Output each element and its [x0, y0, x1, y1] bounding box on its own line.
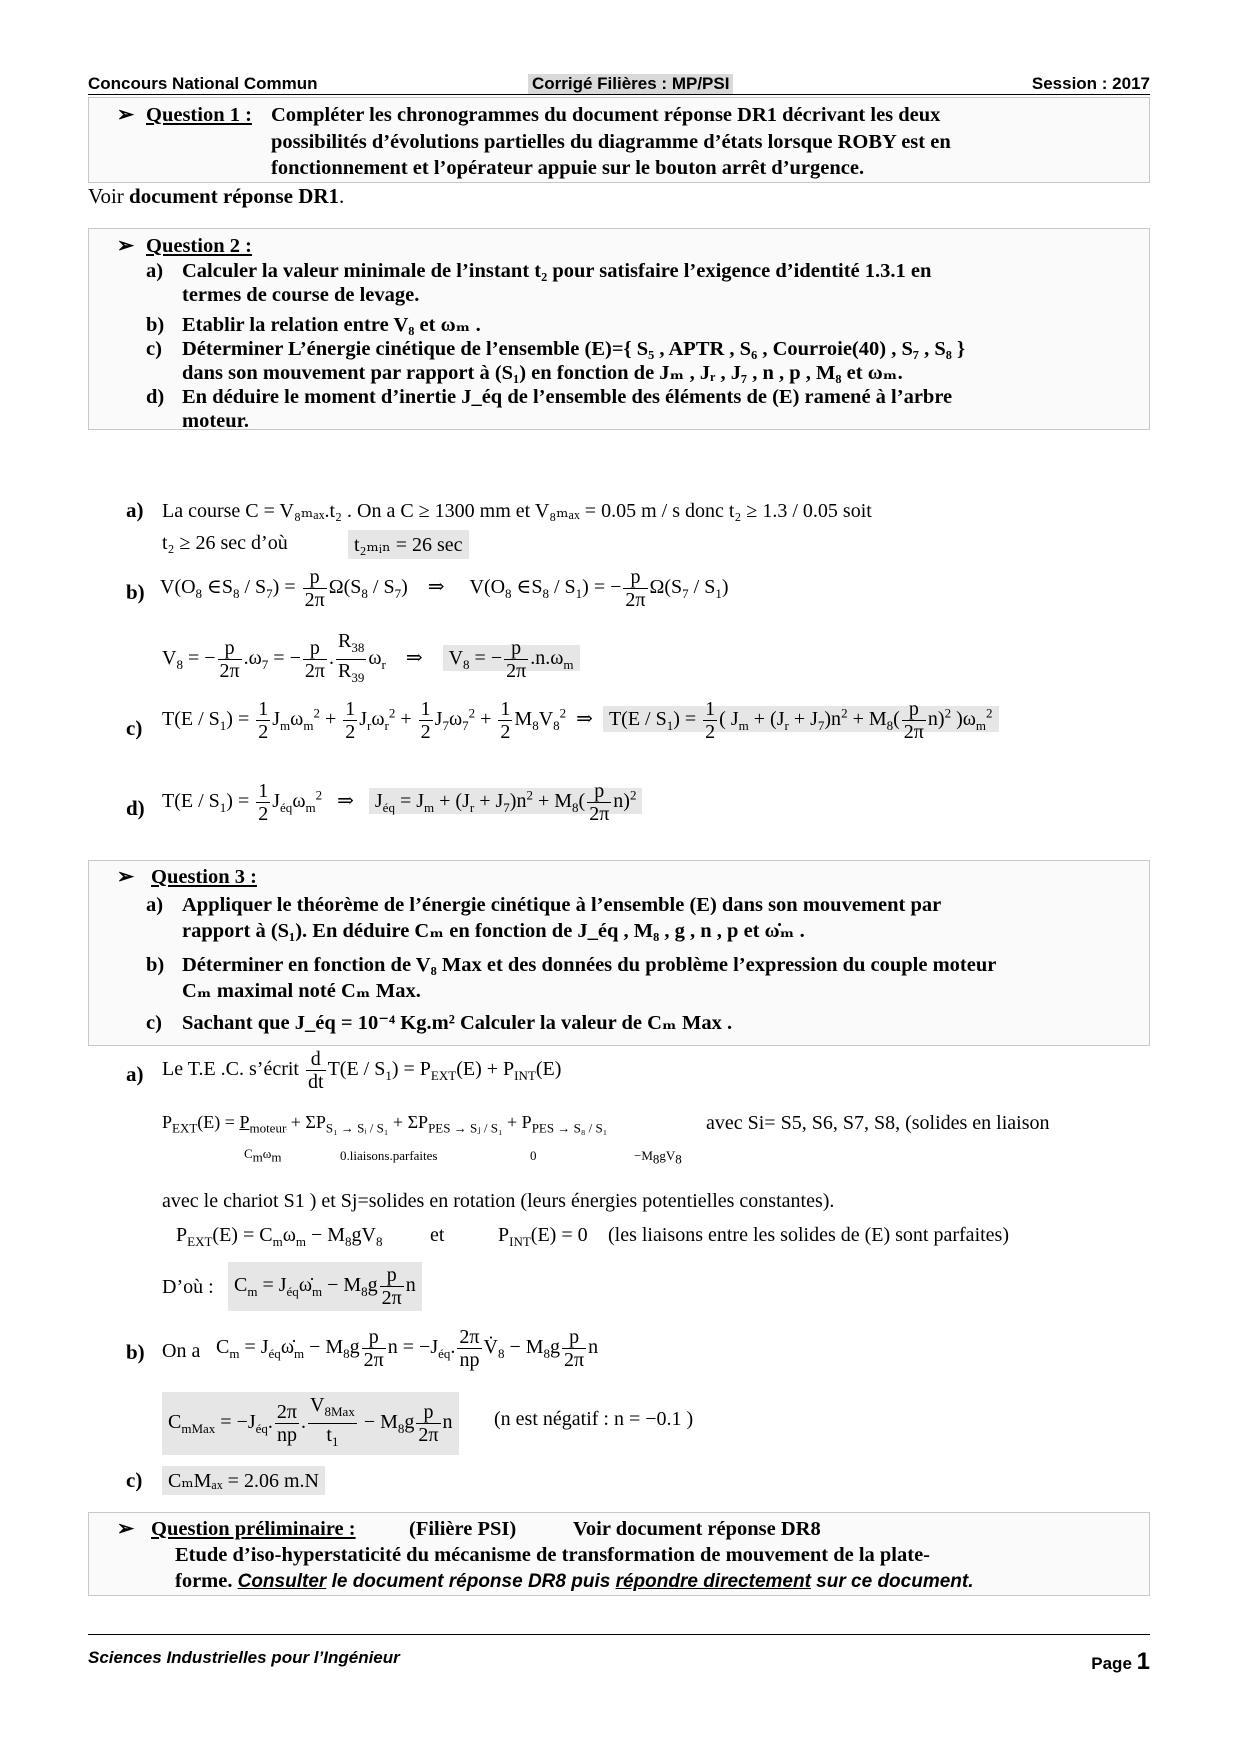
answer-1-ref: document réponse DR1: [129, 184, 340, 208]
answer-2b-velocity-equation: $V(O_8$ $\in S_8 / S_7$) = $\frac{p}{2\pi}$ $\Omega(S_8 / S_7)$ ⇒ $V(O_8$ $\in S_8 / S_1$) = − $\frac{p}{2\pi}$ $\Omega(S_7 / S_1)$: [160, 566, 729, 611]
answer-1-suffix: .: [339, 184, 345, 208]
answer-2a-label: a): [126, 498, 144, 522]
answer-3c-label: c): [126, 1468, 143, 1492]
answer-3a-intro: Le T.E .C. s’écrit: [162, 1058, 299, 1081]
qp-line2-mid: le document réponse DR8 puis: [326, 1571, 616, 1592]
arrow-bullet-icon: ➢: [117, 104, 135, 126]
answer-3a-tec: Le T.E .C. s’écrit $\frac{d}{dt}$ $T(E / S_1) = P_{EXT}(E) + P_{INT}(E)$: [162, 1048, 562, 1093]
question-preliminaire-filiere: (Filière PSI): [409, 1518, 517, 1540]
footer-page-label: Page: [1091, 1654, 1132, 1673]
question-1-line2: possibilités d’évolutions partielles du diagramme d’états lorsque ROBY est en: [271, 131, 951, 153]
question-3-label: Question 3 :: [151, 866, 257, 888]
question-preliminaire-label: Question préliminaire :: [151, 1518, 356, 1540]
qp-line2-end: sur ce document.: [810, 1571, 974, 1592]
question-2a-label: a): [146, 260, 164, 282]
question-3b-line2: Cₘ maximal noté Cₘ Max.: [182, 980, 421, 1002]
question-1-label: Question 1 :: [146, 104, 252, 126]
answer-3a-label: a): [126, 1062, 144, 1086]
answer-1-prefix: Voir: [88, 184, 130, 208]
answer-3a-power-values: $P_{EXT}(E) = C_m\omega_m - M_8gV_8$: [176, 1224, 383, 1249]
answer-2a-result: t₂ₘᵢₙ = 26 sec: [348, 530, 469, 559]
header-left: Concours National Commun: [88, 74, 318, 93]
answer-3a-pint: $P_{INT}(E) = 0$: [498, 1224, 588, 1249]
question-2b-line1: Etablir la relation entre V₈ et ωₘ .: [182, 314, 481, 336]
question-2c-line1: Déterminer L’énergie cinétique de l’ensemble (E)={ S₅ , APTR , S₆ , Courroie(40) , S₇ , S₈ }: [182, 338, 966, 360]
question-2-label: Question 2 :: [146, 235, 252, 257]
answer-2c-kinetic-energy: $T(E / S_1)$ = $\frac{1}{2}$ $J_m\omega_m^2$ + $\frac{1}{2}$ $J_r\omega_r^2$ + $\frac{1}{2}$ $J_7\omega_7^2$ + $\frac{1}{2}$ $M_8V_8^2$ ⇒ $T(E / S_1)$ = $\frac{1}{2}$ ( $J_m + (J_r + J_7)n^2 + M_8$( $\frac{p}{2\pi}$ n)$^2$ )$\omega_m^2$: [162, 698, 999, 743]
question-3-box: [88, 860, 1150, 1046]
answer-3a-et: et: [430, 1224, 445, 1246]
question-1-answer: [88, 184, 344, 209]
question-1-line3: fonctionnement et l’opérateur appuie sur le bouton arrêt d’urgence.: [271, 157, 865, 179]
answer-2a-line1: La course C = V₈ₘₐₓ.t₂ . On a C ≥ 1300 mm et V₈ₘₐₓ = 0.05 m / s donc t₂ ≥ 1.3 / 0.05 soit: [162, 500, 872, 522]
question-1-box: [88, 97, 1150, 183]
answer-2d-inertia: $T(E / S_1)$ = $\frac{1}{2}$ $J_{éq}\omega_m^2$ ⇒ $J_{éq} = J_m + (J_r + J_7)n^2 + M_8$( $\frac{p}{2\pi}$ n)$^2$: [162, 780, 642, 825]
question-3c-line1: Sachant que J_éq = 10⁻⁴ Kg.m² Calculer la valeur de Cₘ Max .: [182, 1012, 733, 1034]
question-preliminaire-box: [88, 1512, 1150, 1596]
question-2c-line2: dans son mouvement par rapport à (S₁) en fonction de Jₘ , Jᵣ , J₇ , n , p , M₈ et ωₘ.: [182, 362, 903, 384]
answer-2c-result: $T(E / S_1)$ = $\frac{1}{2}$ ( $J_m + (J_r + J_7)n^2 + M_8$( $\frac{p}{2\pi}$ n)$^2$ )$\omega_m^2$: [603, 706, 999, 732]
answer-3b-result: $C_{mMax} = -J_{éq}$. $\frac{2\pi}{np}$ . $\frac{V_{8Max}}{t_1}$ − $M_8g$ $\frac{p}{2\pi}$ n: [162, 1392, 459, 1455]
answer-3a-dou: D’où :: [162, 1276, 214, 1298]
question-2-box: [88, 228, 1150, 430]
arrow-bullet-icon: ➢: [117, 1518, 135, 1540]
answer-2b-v8-equation: $V_8$ = − $\frac{p}{2\pi}$ $.\omega_7$ = − $\frac{p}{2\pi}$ . $\frac{R_{38}}{R_{39}}$ $\omega_r$ ⇒ $V_8$ = − $\frac{p}{2\pi}$ $.n.\omega_m$: [162, 630, 580, 689]
header-rule: [88, 94, 1150, 95]
footer-page: [1091, 1648, 1150, 1676]
question-2a-line2: termes de course de levage.: [182, 284, 420, 306]
header-center: Corrigé Filières : MP/PSI: [528, 74, 733, 94]
header-right: Session : 2017: [1031, 74, 1150, 93]
answer-3c-result: CₘMₐₓ = 2.06 m.N: [162, 1466, 325, 1495]
question-2d-line1: En déduire le moment d’inertie J_éq de l’ensemble des éléments de (E) ramené à l’arbre: [182, 386, 953, 408]
answer-2d-label: d): [126, 796, 145, 820]
arrow-bullet-icon: ➢: [117, 235, 135, 257]
answer-2b-result: $V_8$ = − $\frac{p}{2\pi}$ $.n.\omega_m$: [443, 645, 580, 671]
answer-2d-result: $J_{éq} = J_m + (J_r + J_7)n^2 + M_8$( $\frac{p}{2\pi}$ n)$^2$: [369, 788, 643, 814]
question-3b-line1: Déterminer en fonction de V₈ Max et des données du problème l’expression du couple moteur: [182, 954, 997, 976]
question-preliminaire-voir: Voir document réponse DR8: [573, 1518, 821, 1540]
question-3a-line2: rapport à (S₁). En déduire Cₘ en fonction de J_éq , M₈ , g , n , p et ω̇ₘ .: [182, 920, 805, 942]
answer-3b-label: b): [126, 1340, 145, 1364]
question-3a-line1: Appliquer le théorème de l’énergie cinétique à l’ensemble (E) dans son mouvement par: [182, 894, 942, 916]
question-preliminaire-line2: [175, 1567, 974, 1596]
answer-3a-pext: $P_{EXT}(E) = P_{moteur} + \Sigma P_{S_1 \to Sᵢ / S_1} + \Sigma P_{PES \to Sⱼ / S_1} + P_{PES \to S_8 / S_1}$ $C_m\omega_m$ 0.liaisons.parfaites 0 $-M_8gV_8$: [162, 1112, 682, 1167]
qp-line2-forme: forme.: [175, 1570, 233, 1592]
footer-page-number: 1: [1136, 1648, 1150, 1675]
question-2b-label: b): [146, 314, 165, 336]
page-header: [88, 72, 1150, 94]
qp-line2-consulter: Consulter: [237, 1571, 327, 1592]
question-preliminaire-line1: Etude d’iso-hyperstaticité du mécanisme de transformation de mouvement de la plate-: [175, 1544, 931, 1566]
qp-line2-repondre: répondre directement: [615, 1571, 811, 1592]
answer-3a-pext-note: avec Si= S5, S6, S7, S8, (solides en liaison: [706, 1112, 1050, 1134]
question-2d-label: d): [146, 386, 165, 408]
question-2a-line1: Calculer la valeur minimale de l’instant t₂ pour satisfaire l’exigence d’identité 1.3.1 en: [182, 260, 932, 282]
answer-2a-line2: t₂ ≥ 26 sec d’où: [162, 532, 288, 554]
question-1-line1: Compléter les chronogrammes du document réponse DR1 décrivant les deux: [271, 104, 941, 126]
answer-3b-n-note: (n est négatif : n = −0.1 ): [494, 1408, 694, 1430]
answer-3a-result: $C_m$ = $J_{éq}\omegȧ_m - M_8g$ $\frac{p}{2\pi}$ n: [228, 1262, 422, 1311]
answer-3b-intro: On a: [162, 1340, 201, 1362]
answer-3b-equation: $C_m$ = $J_{éq}\omegȧ_m - M_8g$ $\frac{p}{2\pi}$ $n = -J_{éq}$. $\frac{2\pi}{np}$ $V̇_8 - M_8g$ $\frac{p}{2\pi}$ n: [216, 1326, 599, 1371]
question-3c-label: c): [146, 1012, 162, 1034]
answer-2b-label: b): [126, 580, 145, 604]
answer-2c-label: c): [126, 716, 143, 740]
footer-rule: [88, 1634, 1150, 1635]
answer-3a-chariot-line: avec le chariot S1 ) et Sj=solides en rotation (leurs énergies potentielles constantes).: [162, 1190, 835, 1212]
footer-left: Sciences Industrielles pour l’Ingénieur: [88, 1648, 400, 1667]
question-2c-label: c): [146, 338, 162, 360]
answer-3a-pint-note: (les liaisons entre les solides de (E) sont parfaites): [608, 1224, 1009, 1246]
question-3b-label: b): [146, 954, 165, 976]
arrow-bullet-icon: ➢: [117, 866, 135, 888]
question-3a-label: a): [146, 894, 164, 916]
question-2d-line2: moteur.: [182, 410, 249, 432]
